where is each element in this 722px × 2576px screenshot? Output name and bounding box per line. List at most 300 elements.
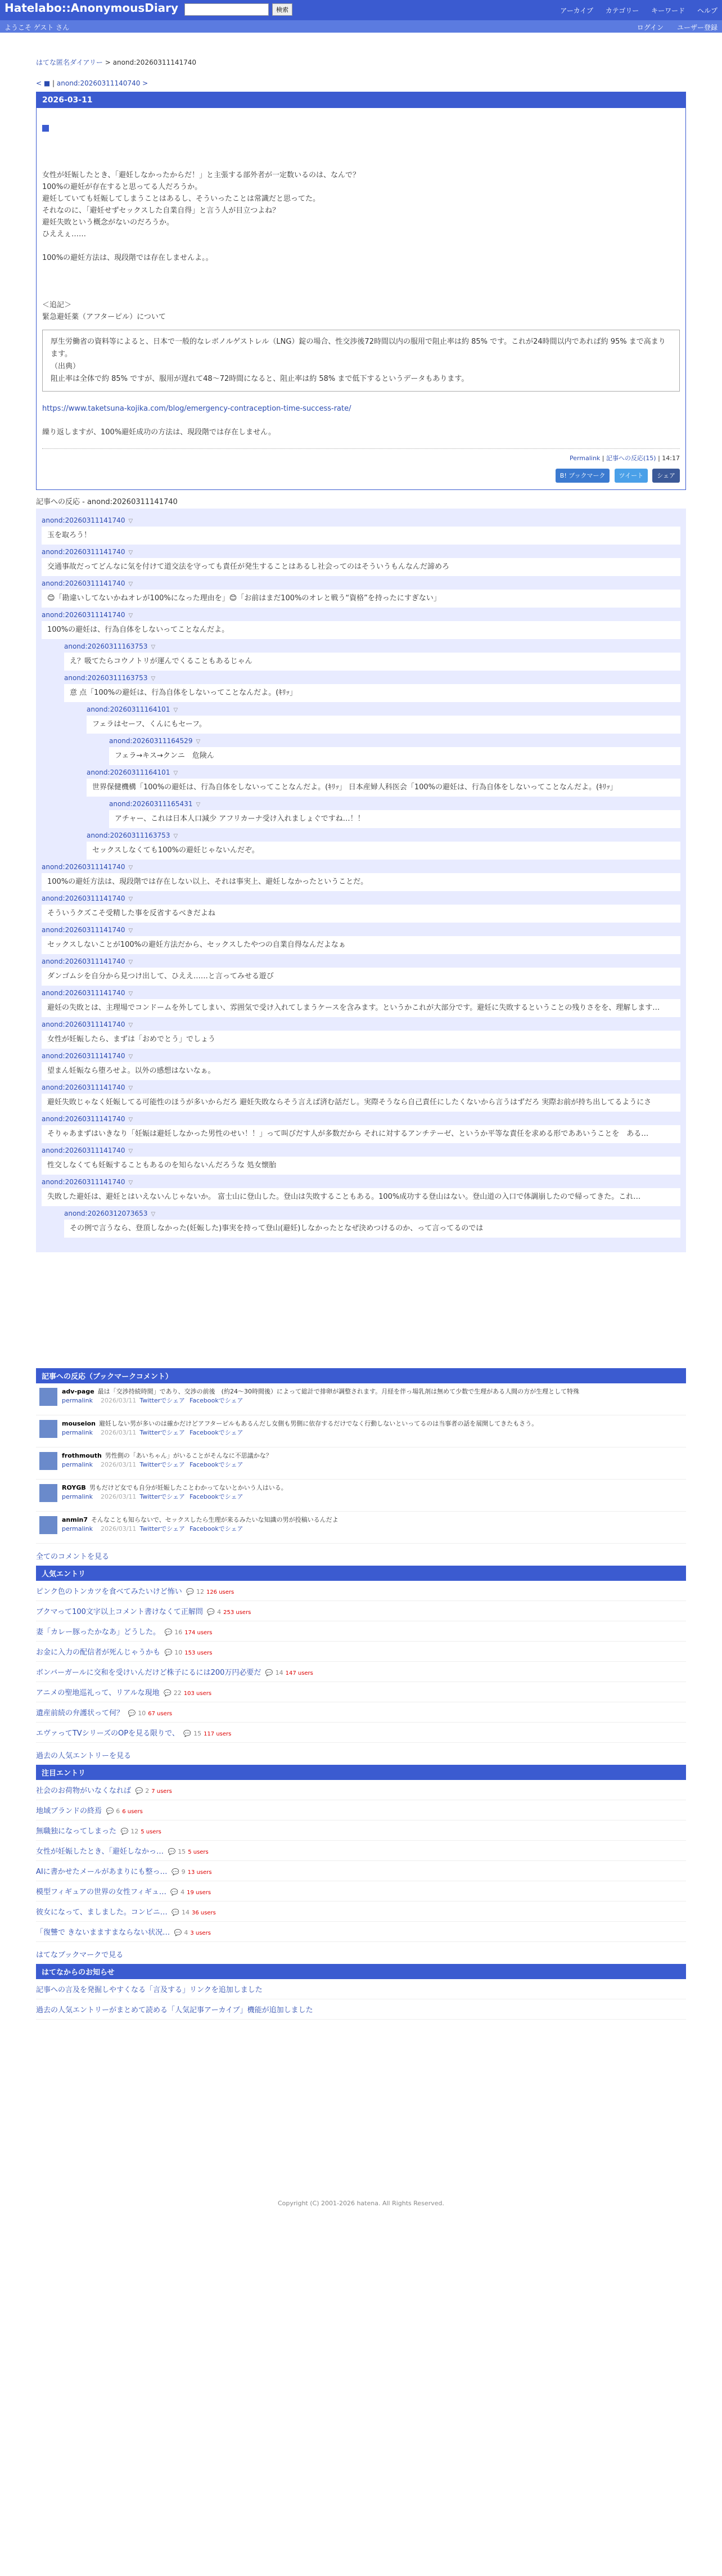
response-id-link[interactable]: anond:20260311141740 xyxy=(42,1115,125,1123)
user-count[interactable]: 153 users xyxy=(184,1650,213,1656)
comment-count-icon: 💬 xyxy=(165,1848,176,1855)
comment-count-icon: 💬 xyxy=(205,1608,215,1616)
bookmark-fb-link[interactable]: Facebookでシェア xyxy=(189,1429,243,1436)
response-header xyxy=(87,768,680,776)
response-body: 意 点「100%の避妊は、行為自体をしないってことなんだよ。(ｷﾘｯ」 xyxy=(64,684,680,702)
popular-item xyxy=(36,1642,686,1662)
bookmark-permalink[interactable]: permalink xyxy=(62,1525,93,1532)
response-header xyxy=(87,831,680,839)
response-node xyxy=(42,926,680,954)
bookmark-row xyxy=(36,1415,686,1447)
bookmark-fb-link[interactable]: Facebookでシェア xyxy=(189,1397,243,1404)
response-header xyxy=(109,800,680,808)
notable-item xyxy=(36,1861,686,1881)
response-id-link[interactable]: anond:20260311141740 xyxy=(42,1084,125,1091)
notable-title[interactable]: 女性が妊娠したとき、「避妊しなかっ… xyxy=(36,1847,164,1856)
response-header xyxy=(42,926,680,934)
expand-icon[interactable]: ▽ xyxy=(128,1054,133,1060)
popular-item xyxy=(36,1702,686,1723)
expand-icon[interactable]: ▽ xyxy=(128,1022,133,1028)
response-node xyxy=(64,674,680,702)
response-id-link[interactable]: anond:20260311163753 xyxy=(87,831,170,839)
response-body: 😊「勘違いしてないかねオレが100%になった理由を」😊「お前はまだ100%のオレと戦う“資格”を持ったにすぎない」 xyxy=(42,590,680,608)
user-count[interactable]: 67 users xyxy=(148,1711,173,1717)
facebook-share-button[interactable]: シェア xyxy=(652,469,680,483)
response-body: アチャー、これは日本人口減少 アフリカーナ受け入れましょぐですね…！！ xyxy=(109,810,680,828)
notable-title[interactable]: 彼女になって、ましました。コンビニ… xyxy=(36,1908,168,1917)
comment-count: 4 xyxy=(180,1889,185,1896)
expand-icon[interactable]: ▽ xyxy=(128,991,133,997)
response-node xyxy=(42,989,680,1017)
bookmark-row xyxy=(36,1480,686,1512)
bookmark-line xyxy=(62,1387,686,1396)
response-header xyxy=(42,611,680,619)
comment-count: 15 xyxy=(178,1848,186,1855)
responses-link[interactable]: 記事への反応(15) xyxy=(606,455,656,462)
response-header xyxy=(42,548,680,556)
response-node xyxy=(42,1084,680,1112)
comment-count: 14 xyxy=(275,1669,283,1676)
response-body: 世界保健機構「100%の避妊は、行為自体をしないってことなんだよ。(ｷﾘｯ」 日本産婦人科医会「100%の避妊は、行為自体をしないってことなんだよ。(ｷﾘｯ」 xyxy=(87,779,680,797)
bookmark-row xyxy=(36,1383,686,1415)
comment-count-icon: 💬 xyxy=(184,1588,194,1595)
response-header xyxy=(42,957,680,965)
tweet-button[interactable]: ツイート xyxy=(615,469,648,483)
expand-icon[interactable]: ▽ xyxy=(128,550,133,556)
bookmark-button[interactable]: B! ブックマーク xyxy=(556,469,610,483)
response-body: 女性が妊娠したら、まずは「おめでとう」でしょう xyxy=(42,1031,680,1049)
comment-count-icon: 💬 xyxy=(163,1649,173,1656)
response-id-link[interactable]: anond:20260311164101 xyxy=(87,768,170,776)
comment-count-icon: 💬 xyxy=(181,1730,192,1737)
response-node xyxy=(42,957,680,986)
user-count[interactable]: 5 users xyxy=(141,1829,161,1835)
avatar[interactable] xyxy=(39,1452,57,1470)
response-id-link[interactable]: anond:20260311141740 xyxy=(42,989,125,997)
avatar[interactable] xyxy=(39,1388,57,1406)
bookmark-line xyxy=(62,1515,686,1524)
copyright: Copyright (C) 2001-2026 hatena. All Rights Reserved. xyxy=(278,2200,444,2207)
expand-icon[interactable]: ▽ xyxy=(128,959,133,965)
quote-line: 阻止率は全体で約 85% ですが、服用が遅れて48〜72時間になると、阻止率は約 58% まで低下するというデータもあります。 xyxy=(51,375,469,383)
notable-heading: 注目エントリ xyxy=(36,1765,686,1780)
response-body: セックスしなくても100%の避妊じゃないんだぞ。 xyxy=(87,842,680,860)
top-bar xyxy=(0,0,722,20)
response-header xyxy=(42,863,680,871)
response-id-link[interactable]: anond:20260311165431 xyxy=(109,800,193,808)
response-node xyxy=(42,894,680,923)
response-node xyxy=(42,516,680,545)
entry-paragraph: ひええぇ…… xyxy=(42,230,87,239)
popular-title[interactable]: ブクマって100文字以上コメント書けなくて正解問 xyxy=(36,1608,203,1616)
expand-icon[interactable]: ▽ xyxy=(151,1211,156,1217)
popular-title[interactable]: ボンバーガールに交和を受けいんだけど株子にるには200万円必要だ xyxy=(36,1669,261,1677)
comment-count-icon: 💬 xyxy=(119,1828,129,1835)
bookmark-permalink[interactable]: permalink xyxy=(62,1397,93,1404)
nav-keyword[interactable]: キーワード xyxy=(651,7,685,15)
bookmark-comment: 男性側の「あいちゃん」がいることがそんなに不思議かな？ xyxy=(105,1452,272,1459)
search-input[interactable] xyxy=(184,3,269,16)
entry-time: 14:17 xyxy=(662,455,680,462)
popular-heading: 人気エントリ xyxy=(36,1566,686,1581)
comment-count: 10 xyxy=(174,1649,183,1656)
user-count[interactable]: 5 users xyxy=(188,1849,209,1855)
response-node xyxy=(109,800,680,828)
entry-paragraph: 避妊失敗という概念がないのだろうか。 xyxy=(42,218,174,227)
bookmark-line xyxy=(62,1483,686,1492)
user-count[interactable]: 126 users xyxy=(206,1589,234,1595)
expand-icon[interactable]: ▽ xyxy=(128,896,133,902)
comment-count: 2 xyxy=(145,1787,150,1795)
entry-paragraph: 100%の避妊が存在すると思ってる人だろうか。 xyxy=(42,183,202,191)
response-node xyxy=(87,768,680,797)
nav-archive[interactable]: アーカイブ xyxy=(560,7,593,15)
comment-count: 15 xyxy=(193,1730,202,1737)
expand-icon[interactable]: ▽ xyxy=(173,707,178,713)
bookmark-line xyxy=(62,1451,686,1460)
response-tree xyxy=(36,509,686,1252)
register-link[interactable]: ユーザー登録 xyxy=(676,24,718,32)
response-id-link[interactable]: anond:20260311141740 xyxy=(42,894,125,902)
comment-count: 6 xyxy=(116,1808,120,1815)
popular-title[interactable]: アニメの聖地巡礼って、リアルな現地 xyxy=(36,1689,160,1697)
expand-icon[interactable]: ▽ xyxy=(128,928,133,934)
comment-count-icon: 💬 xyxy=(161,1689,172,1697)
user-count[interactable]: 103 users xyxy=(183,1691,212,1697)
expand-icon[interactable]: ▽ xyxy=(128,518,133,524)
blockquote xyxy=(42,330,680,392)
expand-icon[interactable]: ▽ xyxy=(196,739,201,745)
popular-item xyxy=(36,1601,686,1621)
user-count[interactable]: 36 users xyxy=(191,1910,216,1916)
response-id-link[interactable]: anond:20260311141740 xyxy=(42,957,125,965)
response-body: 100%の避妊は、行為自体をしないってことなんだよ。 xyxy=(42,621,680,639)
next-link[interactable]: anond:20260311140740 > xyxy=(56,79,148,87)
bookmark-comments xyxy=(36,1368,686,1561)
expand-icon[interactable]: ▽ xyxy=(196,802,201,808)
comment-count-icon: 💬 xyxy=(169,1868,179,1876)
bookmark-row xyxy=(36,1447,686,1480)
response-body: 避妊の失敗とは、主理場でコンドームを外してしまい、雰囲気で受け入れてしまうケースを含みます。というかこれが大部分です。避妊に失敗するということの残りさをを、理解します… xyxy=(42,999,680,1017)
response-id-link[interactable]: anond:20260311141740 xyxy=(42,926,125,934)
expand-icon[interactable]: ▽ xyxy=(128,1117,133,1123)
response-header xyxy=(42,579,680,587)
response-id-link[interactable]: anond:20260311141740 xyxy=(42,516,125,524)
bookmark-user[interactable]: ROYGB xyxy=(62,1484,86,1491)
response-id-link[interactable]: anond:20260311163753 xyxy=(64,674,148,682)
bookmark-tweet-link[interactable]: Twitterでシェア xyxy=(139,1493,186,1500)
response-id-link[interactable]: anond:20260311163753 xyxy=(64,642,148,650)
expand-icon[interactable]: ▽ xyxy=(128,581,133,587)
response-node xyxy=(42,1147,680,1175)
comment-count-icon: 💬 xyxy=(104,1808,114,1815)
response-node xyxy=(64,1210,680,1238)
bookmark-date: 2026/03/11 xyxy=(101,1397,137,1404)
response-id-link[interactable]: anond:20260311141740 xyxy=(42,579,125,587)
welcome-text: ようこそ ゲスト さん xyxy=(4,24,70,32)
response-header xyxy=(64,642,680,650)
response-body: フェラはセーフ、くんにもセーフ。 xyxy=(87,716,680,734)
response-header xyxy=(42,1147,680,1154)
response-header xyxy=(42,1020,680,1028)
notable-item xyxy=(36,1901,686,1922)
all-comments-link[interactable]: 全てのコメントを見る xyxy=(36,1553,110,1561)
nav-category[interactable]: カテゴリー xyxy=(605,7,639,15)
response-id-link[interactable]: anond:20260311141740 xyxy=(42,1052,125,1060)
comment-count-icon: 💬 xyxy=(169,1909,179,1916)
note-heading: ＜追記＞ xyxy=(42,301,72,309)
response-header xyxy=(64,1210,680,1217)
popular-title[interactable]: 遺産前続の弁護状って何？ xyxy=(36,1709,124,1718)
sub-bar xyxy=(0,20,722,33)
response-body: ダンゴムシを自分から見つけ出して、ひええ……と言ってみせる遊び xyxy=(42,968,680,986)
response-header xyxy=(64,674,680,682)
top-nav xyxy=(550,6,718,15)
user-count[interactable]: 174 users xyxy=(184,1630,213,1636)
expand-icon[interactable]: ▽ xyxy=(173,770,178,776)
response-header xyxy=(87,705,680,713)
note-subheading: 緊急避妊薬（アフターピル）について xyxy=(42,313,166,321)
response-header xyxy=(42,989,680,997)
response-header xyxy=(109,737,680,745)
response-node xyxy=(42,1052,680,1080)
popular-item xyxy=(36,1723,686,1743)
breadcrumb xyxy=(36,57,686,67)
entry-box xyxy=(36,92,686,490)
expand-icon[interactable]: ▽ xyxy=(151,644,156,650)
response-body: 交通事故だってどんなに気を付けて道交法を守っても責任が発生することはあるし社会ってのはそういうもんなんだ諦めろ xyxy=(42,558,680,576)
breadcrumb-home[interactable]: はてな匿名ダイアリー xyxy=(36,59,103,66)
popular-item xyxy=(36,1621,686,1642)
response-id-link[interactable]: anond:20260311141740 xyxy=(42,1178,125,1186)
comment-count-icon: 💬 xyxy=(172,1929,182,1936)
source-link[interactable]: https://www.taketsuna-kojika.com/blog/emergency-contraception-time-success-rate/ xyxy=(42,404,351,413)
news-item[interactable]: 過去の人気エントリーがまとめて読める「人気記事アーカイブ」機能が追加しました xyxy=(36,2006,313,2015)
user-count[interactable]: 6 users xyxy=(122,1809,143,1815)
response-id-link[interactable]: anond:20260312073653 xyxy=(64,1210,148,1217)
bookmark-comment: 避妊しない男が多いのは確かだけどアフターピルもあるんだし女側も男側に依存するだけでなく行動しないといってるのは当事者の話を展開してきたもさう。 xyxy=(99,1420,538,1427)
permalink-link[interactable]: Permalink xyxy=(570,455,601,462)
user-count[interactable]: 253 users xyxy=(223,1610,251,1616)
user-count[interactable]: 3 users xyxy=(190,1930,211,1936)
notable-title[interactable]: 無職独になってしまった xyxy=(36,1827,117,1836)
response-header xyxy=(42,1178,680,1186)
response-id-link[interactable]: anond:20260311141740 xyxy=(42,1147,125,1154)
notable-title[interactable]: 社会のお荷物がいなくなれば xyxy=(36,1787,132,1795)
response-body: そういうクズこそ受精した事を反省するべきだよね xyxy=(42,905,680,923)
bookmark-tweet-link[interactable]: Twitterでシェア xyxy=(139,1429,186,1436)
entry-paragraph: 避妊していても妊娠してしまうことはあるし、そういったことは常識だと思ってた。 xyxy=(42,195,321,203)
comment-count: 12 xyxy=(196,1588,204,1595)
response-header xyxy=(42,1084,680,1091)
login-link[interactable]: ログイン xyxy=(637,24,664,32)
comment-count-icon: 💬 xyxy=(133,1787,143,1795)
response-body: 失敗した避妊は、避妊とはいえないんじゃないか。 富士山に登山した。登山は失敗することもある。100%成功する登山はない。登山道の入口で体調崩したので帰ってきた。これ… xyxy=(42,1188,680,1206)
entry-body xyxy=(37,108,685,489)
entry-date: 2026-03-11 xyxy=(37,92,685,108)
response-body: その例で言うなら、登頂しなかった(妊娠した)事実を持って登山(避妊)しなかったとなぜ決めつけるのか、って言ってるのでは xyxy=(64,1220,680,1238)
response-node xyxy=(42,1020,680,1049)
user-count[interactable]: 117 users xyxy=(204,1731,232,1737)
response-node xyxy=(42,863,680,891)
bookmark-permalink[interactable]: permalink xyxy=(62,1429,93,1436)
notable-item xyxy=(36,1881,686,1901)
expand-icon[interactable]: ▽ xyxy=(173,833,178,839)
comment-count: 22 xyxy=(173,1689,182,1697)
bookmark-user[interactable]: adv-page xyxy=(62,1388,94,1395)
account-nav xyxy=(626,23,718,32)
bookmark-permalink[interactable]: permalink xyxy=(62,1493,93,1500)
bookmark-tweet-link[interactable]: Twitterでシェア xyxy=(139,1397,186,1404)
notable-title[interactable]: AIに書かせたメールがあまりにも整っ… xyxy=(36,1868,168,1876)
expand-icon[interactable]: ▽ xyxy=(128,865,133,871)
response-body: え？吸てたらコウノトリが運んでくることもあるじゃん xyxy=(64,653,680,671)
bookmark-links xyxy=(62,1396,686,1405)
response-node xyxy=(42,548,680,576)
response-body: フェラ→キス→クンニ 危険ん xyxy=(109,747,680,765)
bookmark-fb-link[interactable]: Facebookでシェア xyxy=(189,1461,243,1468)
comment-count: 10 xyxy=(138,1710,146,1717)
popular-title[interactable]: 妻「カレー豚ったかなあ」どうした。 xyxy=(36,1628,161,1637)
comment-count: 9 xyxy=(181,1868,186,1876)
popular-entries xyxy=(36,1566,686,1760)
share-buttons xyxy=(42,469,680,483)
bookmark-date: 2026/03/11 xyxy=(101,1461,137,1468)
bookmark-permalink[interactable]: permalink xyxy=(62,1461,93,1468)
response-id-link[interactable]: anond:20260311141740 xyxy=(42,611,125,619)
response-node xyxy=(87,831,680,860)
response-node xyxy=(64,642,680,671)
bookmark-user[interactable]: anmin7 xyxy=(62,1516,88,1523)
prev-link[interactable]: < ■ xyxy=(36,79,51,87)
entry-paragraph: 100%の避妊方法は、現段階では存在しませんよ。。 xyxy=(42,254,213,262)
expand-icon[interactable]: ▽ xyxy=(128,613,133,619)
comment-count: 12 xyxy=(130,1828,139,1835)
response-id-link[interactable]: anond:20260311141740 xyxy=(42,548,125,556)
bookmark-user[interactable]: mouseion xyxy=(62,1420,96,1427)
popular-item xyxy=(36,1682,686,1702)
response-node xyxy=(109,737,680,765)
response-node xyxy=(42,1178,680,1206)
response-body: セックスしないことが100%の避妊方法だから、セックスしたやつの自業自得なんだよなぁ xyxy=(42,936,680,954)
notable-title[interactable]: 「復讐で きないまますまならない状况… xyxy=(36,1928,170,1937)
bookmark-comment: 男もだけど女でも自分が妊娠したことわかってないとかいう人はいる。 xyxy=(89,1484,287,1491)
nav-help[interactable]: ヘルプ xyxy=(697,7,718,15)
bookmark-tweet-link[interactable]: Twitterでシェア xyxy=(139,1525,186,1532)
notable-more-link[interactable]: はてなブックマークで見る xyxy=(36,1951,124,1959)
response-id-link[interactable]: anond:20260311164529 xyxy=(109,737,193,745)
site-logo[interactable]: Hatelabo::AnonymousDiary xyxy=(4,1,179,15)
news-section xyxy=(36,1964,686,2020)
response-body: 100%の避妊方法は、現段階では存在しない以上、それは事実上、避妊しなかったということだ。 xyxy=(42,873,680,891)
bookmark-links xyxy=(62,1460,686,1469)
bookmark-fb-link[interactable]: Facebookでシェア xyxy=(189,1493,243,1500)
bookmark-user[interactable]: frothmouth xyxy=(62,1452,102,1459)
bookmark-fb-link[interactable]: Facebookでシェア xyxy=(189,1525,243,1532)
bookmark-heading: 記事への反応（ブックマークコメント） xyxy=(36,1368,686,1383)
bookmark-line xyxy=(62,1419,686,1428)
comment-count-icon: 💬 xyxy=(126,1710,136,1717)
news-heading: はてなからのお知らせ xyxy=(36,1964,686,1979)
avatar[interactable] xyxy=(39,1420,57,1438)
bookmark-date: 2026/03/11 xyxy=(101,1493,137,1500)
expand-icon[interactable]: ▽ xyxy=(128,1180,133,1186)
pager xyxy=(36,79,686,87)
notable-item xyxy=(36,1841,686,1861)
expand-icon[interactable]: ▽ xyxy=(151,676,156,682)
user-count[interactable]: 7 users xyxy=(151,1788,172,1795)
closing-paragraph: 繰り返しますが、100%避妊成功の方法は、現段階では存在しません。 xyxy=(42,428,276,437)
pager-sep: | xyxy=(50,79,57,87)
popular-title[interactable]: エヴァってTVシリーズのOPを見る限りで、 xyxy=(36,1729,179,1738)
notable-item xyxy=(36,1922,686,1942)
avatar[interactable] xyxy=(39,1484,57,1502)
notable-item xyxy=(36,1820,686,1841)
response-body: 避妊失敗じゃなく妊娠してる可能性のほうが多いからだろ 避妊失敗ならそう言えば済む話だし。実際そうなら自己責任にしたくないから言うはずだろ 実際お前が持ち出してるようにさ xyxy=(42,1094,680,1112)
response-id-link[interactable]: anond:20260311141740 xyxy=(42,863,125,871)
quote-line: 厚生労働省の資料等によると、日本で一般的なレボノルゲストレル（LNG）錠の場合、性交渉後72時間以内の服用で阻止率は約 85% です。これが24時間以内であれば約 95% まで高まります。 xyxy=(51,338,666,358)
bookmark-comment: そんなことも知らないで、セックスしたら生理が来るみたいな知識の男が投稿いるんだよ xyxy=(91,1516,339,1523)
quote-line: （出典） xyxy=(51,362,80,371)
popular-title[interactable]: お金に入力の配信者が死んじゃうかも xyxy=(36,1648,161,1657)
bookmark-links xyxy=(62,1492,686,1501)
comment-count: 4 xyxy=(184,1929,188,1936)
notable-title[interactable]: 地域ブランドの終焉 xyxy=(36,1807,102,1815)
entry-footer: Permalink | 記事への反応(15) | 14:17 xyxy=(42,448,680,464)
response-node xyxy=(42,1115,680,1143)
bookmark-tweet-link[interactable]: Twitterでシェア xyxy=(139,1461,186,1468)
responses-heading: 記事への反応 - anond:20260311141740 xyxy=(36,498,178,506)
breadcrumb-current: anond:20260311141740 xyxy=(112,59,197,66)
bookmark-links xyxy=(62,1428,686,1437)
entry-paragraph: 女性が妊娠したとき、「避妊しなかったからだ！」と主張する部外者が一定数いるのは、なんで？ xyxy=(42,171,360,179)
search-button[interactable]: 検索 xyxy=(272,3,292,16)
user-count[interactable]: 13 users xyxy=(187,1869,212,1876)
bookmark-date: 2026/03/11 xyxy=(101,1429,137,1436)
avatar[interactable] xyxy=(39,1516,57,1534)
bookmark-date: 2026/03/11 xyxy=(101,1525,137,1532)
response-node xyxy=(42,611,680,639)
bookmark-row xyxy=(36,1512,686,1544)
notable-item xyxy=(36,1800,686,1820)
response-body: 性交しなくても妊娠することもあるのを知らないんだろうな 処女懐胎 xyxy=(42,1157,680,1175)
response-header xyxy=(42,1115,680,1123)
breadcrumb-sep: > xyxy=(102,59,113,66)
comment-count: 14 xyxy=(181,1909,189,1916)
notable-title[interactable]: 模型フィギュアの世界の女性フィギュ… xyxy=(36,1888,166,1896)
response-body: 玉を取ろう！ xyxy=(42,527,680,545)
news-item[interactable]: 記事への言及を発掘しやすくなる「言及する」リンクを追加しました xyxy=(36,1986,263,1994)
entry-anchor-icon[interactable] xyxy=(42,125,49,132)
expand-icon[interactable]: ▽ xyxy=(128,1085,133,1091)
comment-count: 4 xyxy=(217,1608,222,1616)
response-body: 望まん妊娠なら堕ろせよ。以外の感想はないなぁ。 xyxy=(42,1062,680,1080)
popular-item xyxy=(36,1581,686,1601)
bookmark-links xyxy=(62,1524,686,1533)
response-header xyxy=(42,516,680,524)
popular-more-link[interactable]: 過去の人気エントリーを見る xyxy=(36,1752,132,1760)
user-count[interactable]: 19 users xyxy=(187,1890,211,1896)
user-count[interactable]: 147 users xyxy=(285,1670,313,1676)
expand-icon[interactable]: ▽ xyxy=(128,1148,133,1154)
response-id-link[interactable]: anond:20260311141740 xyxy=(42,1020,125,1028)
popular-title[interactable]: ピンク色のトンカツを食べてみたいけど怖い xyxy=(36,1588,182,1596)
response-node xyxy=(42,579,680,608)
notable-item xyxy=(36,1780,686,1800)
response-body: そりゃあまずはいきなり「妊娠は避妊しなかった男性のせい！！」って叫びだす人が多数だから それに対するアンチテーゼ、というか平等な責任を求める形でああいうことを ある… xyxy=(42,1125,680,1143)
response-id-link[interactable]: anond:20260311164101 xyxy=(87,705,170,713)
response-header xyxy=(42,1052,680,1060)
